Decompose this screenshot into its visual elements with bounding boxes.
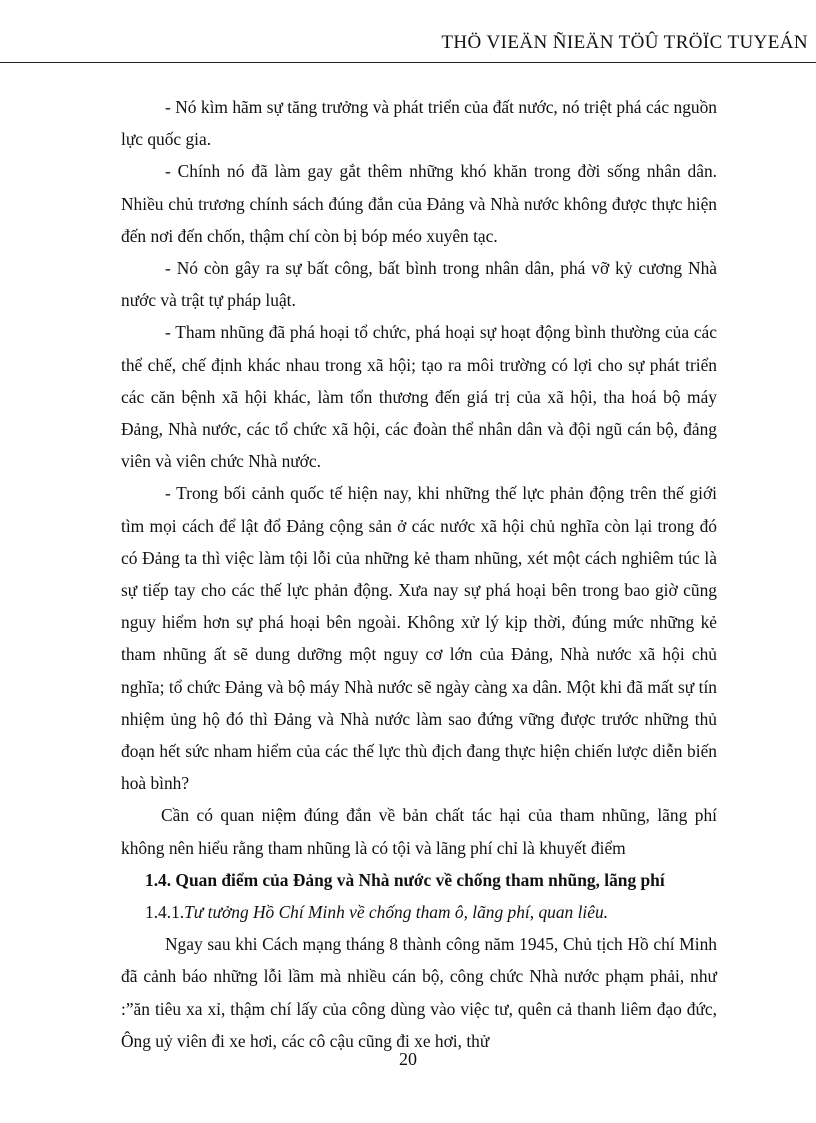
body-paragraph: - Tham nhũng đã phá hoại tổ chức, phá hoại sự hoạt động bình thường của các thể chế, chế định khác nhau trong xã hội; tạo ra môi trường có lợi cho sự phát triển các căn bệnh xã hội khác, làm tổn thương đến giá trị của xã hội, tha hoá bộ máy Đảng, Nhà nước, các tổ chức xã hội, các đoàn thể nhân dân và đội ngũ cán bộ, đảng viên và viên chức Nhà nước. (121, 322, 717, 472)
body-paragraph: Ngay sau khi Cách mạng tháng 8 thành công năm 1945, Chủ tịch Hồ chí Minh đã cảnh báo những lỗi lầm mà nhiều cán bộ, công chức Nhà nước phạm phải, như :”ăn tiêu xa xỉ, thậm chí lấy của công dùng vào việc tư, quên cả thanh liêm đạo đức, Ông uỷ viên đi xe hơi, các cô cậu cũng đi xe hơi, thử (121, 934, 717, 1051)
running-header: THÖ VIEÄN ÑIEÄN TÖÛ TRÖÏC TUYEÁN (441, 32, 808, 53)
body-paragraph: - Nó còn gây ra sự bất công, bất bình trong nhân dân, phá vỡ kỷ cương Nhà nước và trật tự pháp luật. (121, 258, 717, 311)
subsection-number: 1.4.1. (145, 902, 185, 923)
body-paragraph: - Chính nó đã làm gay gắt thêm những khó khăn trong đời sống nhân dân. Nhiều chủ trương chính sách đúng đắn của Đảng và Nhà nước không được thực hiện đến nơi đến chốn, thậm chí còn bị bóp méo xuyên tạc. (121, 161, 717, 246)
body-paragraph: Cần có quan niệm đúng đắn về bản chất tác hại của tham nhũng, lãng phí không nên hiểu rằng tham nhũng là có tội và lãng phí chỉ là khuyết điểm (121, 805, 717, 858)
body-paragraph: - Trong bối cảnh quốc tế hiện nay, khi những thế lực phản động trên thế giới tìm mọi cách để lật đổ Đảng cộng sản ở các nước xã hội chủ nghĩa còn lại trong đó có Đảng ta thì việc làm tội lỗi của những kẻ tham nhũng, xét một cách nghiêm túc là sự tiếp tay cho các thế lực phản động. Xưa nay sự phá hoại bên trong bao giờ cũng nguy hiểm hơn sự phá hoại bên ngoài. Không xử lý kịp thời, đúng mức những kẻ tham nhũng ất sẽ dung dưỡng một nguy cơ lớn của Đảng, Nhà nước xã hội chủ nghĩa; tổ chức Đảng và bộ máy Nhà nước sẽ ngày càng xa dân. Một khi đã mất sự tín nhiệm ủng hộ đó thì Đảng và Nhà nước làm sao đứng vững được trước những thủ đoạn hết sức nham hiểm của các thế lực thù địch đang thực hiện chiến lược diễn biến hoà bình? (121, 483, 717, 794)
header-rule (0, 62, 816, 63)
page-body (121, 91, 717, 1057)
subsection-title: Tư tưởng Hồ Chí Minh về chống tham ô, lãng phí, quan liêu. (184, 902, 609, 923)
page-number: 20 (399, 1049, 417, 1069)
section-heading: 1.4. Quan điểm của Đảng và Nhà nước về chống tham nhũng, lãng phí (145, 869, 665, 890)
body-paragraph: - Nó kìm hãm sự tăng trưởng và phát triển của đất nước, nó triệt phá các nguồn lực quốc gia. (121, 97, 717, 150)
subsection-heading (121, 896, 717, 928)
